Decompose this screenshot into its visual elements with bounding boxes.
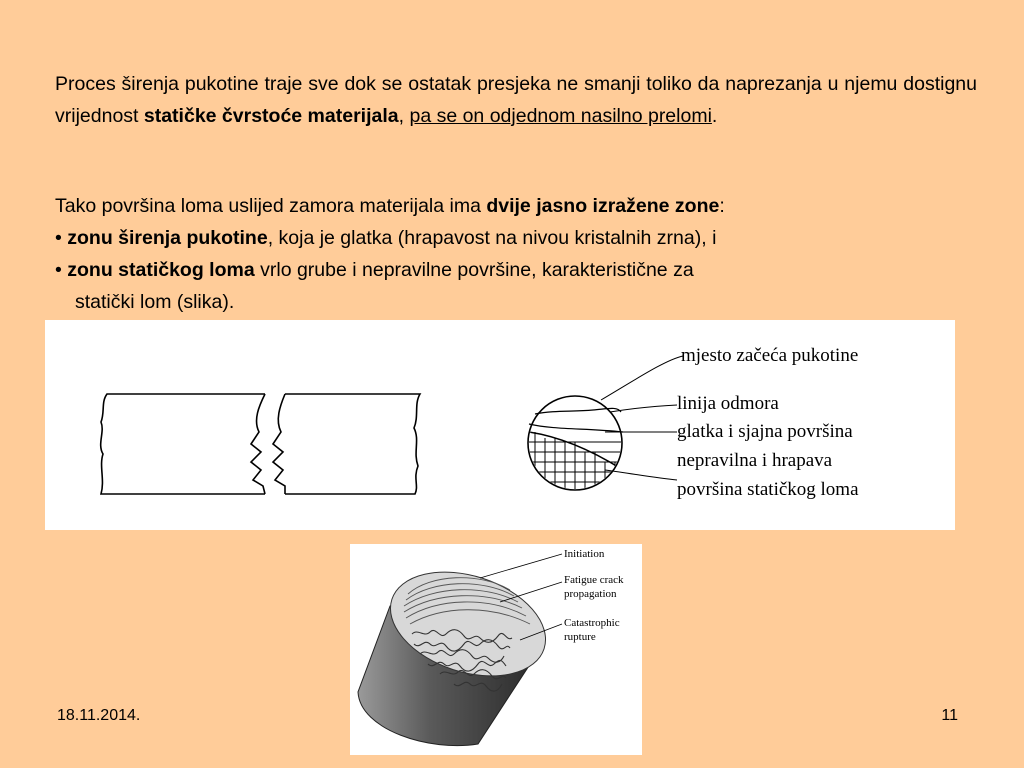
paragraph-two-zones (55, 190, 977, 222)
bullet-item-propagation-zone (55, 222, 977, 254)
underlined-text: pa se on odjednom nasilno prelomi (409, 105, 712, 127)
fatigue-fracture-drawing (350, 544, 642, 755)
label-rest-line: linija odmora (677, 393, 779, 414)
text: Tako površina loma uslijed zamora materijala ima (55, 195, 487, 217)
bold-text: zonu širenja pukotine (67, 227, 268, 249)
text: Proces širenja pukotine traje sve dok se ostatak presjeka ne smanji toliko da naprezanja u njemu dostignu vrijednost (55, 73, 977, 127)
text: statički lom (slika). (75, 291, 235, 313)
label-initiation-point: mjesto začeća pukotine (681, 345, 859, 366)
bullet-marker: • (55, 259, 62, 281)
label-rough-surface: nepravilna i hrapava (677, 450, 833, 471)
fracture-zones-drawing (45, 320, 955, 530)
label-rupture: rupture (564, 631, 596, 643)
label-initiation: Initiation (564, 548, 605, 560)
bullet-item-static-zone (55, 254, 977, 286)
text: vrlo grube i nepravilne površine, karakteristične za (254, 259, 694, 281)
bullet-item-continuation (75, 286, 997, 318)
paragraph-crack-propagation (55, 68, 977, 132)
text: , (398, 105, 410, 127)
right-bar-outline (285, 394, 420, 494)
footer-date: 18.11.2014. (57, 707, 141, 724)
text: . (711, 105, 718, 127)
label-propagation: propagation (564, 588, 617, 600)
leader-line-initiation (480, 554, 562, 578)
smooth-zone-boundary (529, 424, 623, 432)
label-fatigue-crack: Fatigue crack (564, 574, 624, 586)
leader-line-rest (610, 405, 677, 412)
left-bar-outline (101, 394, 265, 494)
bullet-marker: • (55, 227, 62, 249)
bold-text: zonu statičkog loma (67, 259, 255, 281)
fatigue-fracture-illustration (350, 544, 642, 755)
right-bar-crack-edge (273, 394, 285, 494)
text: , koja je glatka (hrapavost na nivou kristalnih zrna), i (267, 227, 717, 249)
label-catastrophic: Catastrophic (564, 617, 620, 629)
rough-zone-hatching (525, 432, 625, 498)
leader-line-rough (605, 470, 677, 480)
text: : (719, 195, 725, 217)
label-static-fracture-surface: površina statičkog loma (677, 479, 859, 500)
leader-line-initiation (601, 356, 683, 400)
bold-text: dvije jasno izražene zone (486, 195, 720, 217)
label-smooth-surface: glatka i sjajna površina (677, 421, 853, 442)
page-number: 11 (941, 707, 958, 724)
fracture-zones-figure (45, 320, 955, 530)
bold-text: statičke čvrstoće materijala (143, 105, 399, 127)
left-bar-crack-edge (251, 394, 265, 494)
